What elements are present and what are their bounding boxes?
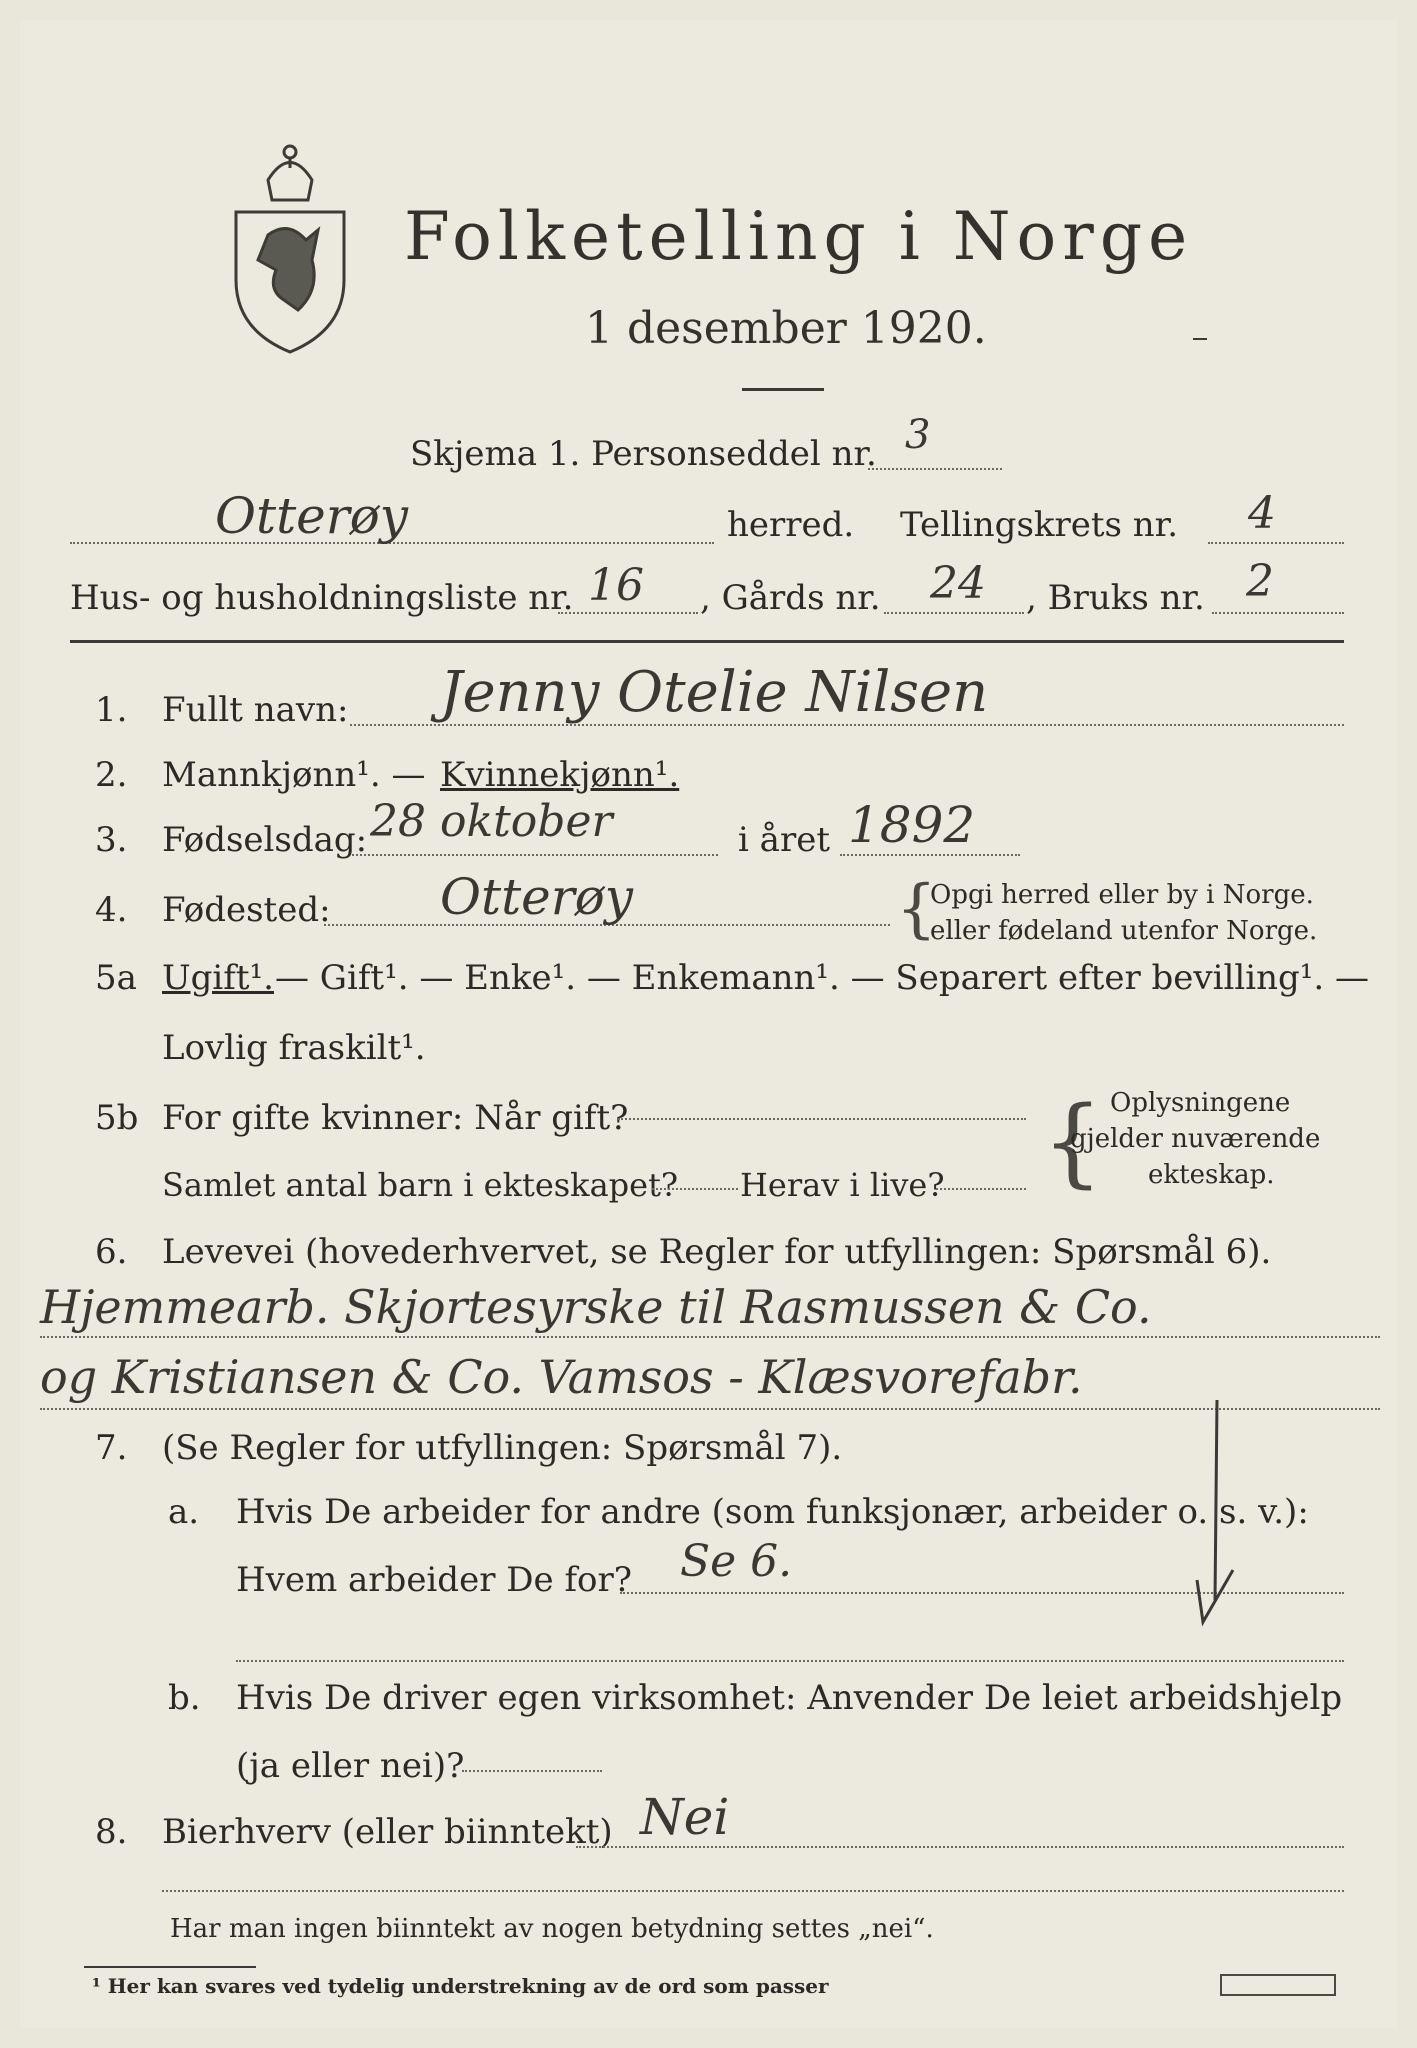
q2-number: 2. xyxy=(95,755,128,795)
q4-note-line1: Opgi herred eller by i Norge. xyxy=(930,880,1314,910)
gards-label: , Gårds nr. xyxy=(700,578,881,618)
q5b-label2: Samlet antal barn i ekteskapet? xyxy=(162,1166,679,1204)
q5b-gift-dots xyxy=(618,1118,1026,1120)
q7b-dots xyxy=(462,1770,602,1772)
q7b-label: Hvis De driver egen virksomhet: Anvender De leiet arbeidshjelp xyxy=(236,1678,1343,1718)
tellingskrets-dots xyxy=(1208,542,1344,544)
footnote: ¹ Her kan svares ved tydelig understrekning av de ord som passer xyxy=(92,1974,829,1998)
q1-number: 1. xyxy=(95,690,128,730)
q5a-number: 5a xyxy=(95,958,137,998)
footnote-divider xyxy=(84,1966,256,1968)
q6-number: 6. xyxy=(95,1232,128,1272)
form-title: Folketelling i Norge xyxy=(404,198,1194,275)
q8-number: 8. xyxy=(95,1812,128,1852)
q5b-note-line3: ekteskap. xyxy=(1148,1160,1275,1190)
q7-blank-dots xyxy=(236,1660,1344,1662)
hus-nr: 16 xyxy=(588,560,644,611)
q7a-letter: a. xyxy=(168,1492,200,1532)
q6-dots-line1 xyxy=(40,1336,1380,1338)
q3-answer-year: 1892 xyxy=(848,796,976,854)
q5b-number: 5b xyxy=(95,1098,139,1138)
bruks-nr: 2 xyxy=(1246,556,1274,607)
bruks-dots xyxy=(1212,612,1344,614)
q1-label: Fullt navn: xyxy=(162,690,349,730)
personseddel-nr: 3 xyxy=(905,412,931,458)
q6-answer-line1: Hjemmearb. Skjortesyrske til Rasmussen & Co. xyxy=(40,1280,1152,1334)
q7a-answer: Se 6. xyxy=(680,1536,793,1587)
gards-dots xyxy=(884,612,1024,614)
printer-stamp xyxy=(1220,1974,1336,1996)
q2-female-label: Kvinnekjønn¹. xyxy=(440,755,680,795)
q4-answer: Otterøy xyxy=(440,868,634,926)
q5b-label1: For gifte kvinner: Når gift? xyxy=(162,1098,629,1138)
form-date: 1 desember 1920. xyxy=(585,303,987,354)
q7b-sub: (ja eller nei)? xyxy=(236,1746,465,1786)
hus-dots xyxy=(558,612,698,614)
footer-note: Har man ingen biinntekt av nogen betydning settes „nei“. xyxy=(170,1914,934,1944)
q3-year-label: i året xyxy=(738,820,830,860)
q1-answer: Jenny Otelie Nilsen xyxy=(440,660,989,725)
q4-label: Fødested: xyxy=(162,890,331,930)
bruks-label: , Bruks nr. xyxy=(1026,578,1205,618)
q4-number: 4. xyxy=(95,890,128,930)
q5a-line2: Lovlig fraskilt¹. xyxy=(162,1028,426,1068)
q8-blank-dots xyxy=(162,1890,1344,1892)
hus-label: Hus- og husholdningsliste nr. xyxy=(70,578,574,618)
q3-year-dots xyxy=(840,854,1020,856)
q6-answer-line2: og Kristiansen & Co. Vamsos - Klæsvorefabr. xyxy=(40,1350,1083,1404)
coat-of-arms-icon xyxy=(228,140,352,355)
q3-number: 3. xyxy=(95,820,128,860)
q7-label: (Se Regler for utfyllingen: Spørsmål 7). xyxy=(162,1428,843,1468)
q5b-brace: { xyxy=(1042,1086,1104,1198)
personseddel-dots xyxy=(868,468,1002,470)
herred-label: herred. xyxy=(727,505,855,545)
dash-mark xyxy=(1193,338,1207,340)
herred-value: Otterøy xyxy=(215,487,409,545)
q8-label: Bierhverv (eller biinntekt) xyxy=(162,1812,613,1852)
q8-dots xyxy=(576,1846,1344,1848)
q6-label: Levevei (hovederhvervet, se Regler for utfyllingen: Spørsmål 6). xyxy=(162,1232,1272,1272)
title-divider xyxy=(742,388,824,391)
skjema-label: Skjema 1. Personseddel nr. xyxy=(410,434,877,474)
q2-male-label: Mannkjønn¹. — xyxy=(162,755,426,795)
q5b-note-line2: gjelder nuværende xyxy=(1070,1124,1321,1154)
q7a-dots xyxy=(620,1592,1344,1594)
q4-note-line2: eller fødeland utenfor Norge. xyxy=(930,916,1318,946)
q5a-options: — Gift¹. — Enke¹. — Enkemann¹. — Separert efter bevilling¹. — xyxy=(275,958,1370,998)
q5b-live-dots xyxy=(936,1188,1026,1190)
q3-day-dots xyxy=(352,854,718,856)
q5b-note-line1: Oplysningene xyxy=(1110,1088,1291,1118)
q7-number: 7. xyxy=(95,1428,128,1468)
header-separator xyxy=(70,640,1344,643)
q7-check-mark xyxy=(1175,1400,1235,1630)
tellingskrets-nr: 4 xyxy=(1248,488,1276,539)
q5b-label3: Herav i live? xyxy=(740,1166,945,1204)
q7b-letter: b. xyxy=(168,1678,201,1718)
q8-answer: Nei xyxy=(640,1788,730,1846)
q7a-sub: Hvem arbeider De for? xyxy=(236,1560,632,1600)
q3-answer-day: 28 oktober xyxy=(370,796,613,847)
q5b-barn-dots xyxy=(652,1188,738,1190)
q7a-label: Hvis De arbeider for andre (som funksjonær, arbeider o. s. v.): xyxy=(236,1492,1309,1532)
q3-label: Fødselsdag: xyxy=(162,820,368,860)
gards-nr: 24 xyxy=(930,558,986,609)
q5a-ugift: Ugift¹. xyxy=(162,958,274,998)
tellingskrets-label: Tellingskrets nr. xyxy=(900,505,1179,545)
q4-brace: { xyxy=(896,872,937,946)
